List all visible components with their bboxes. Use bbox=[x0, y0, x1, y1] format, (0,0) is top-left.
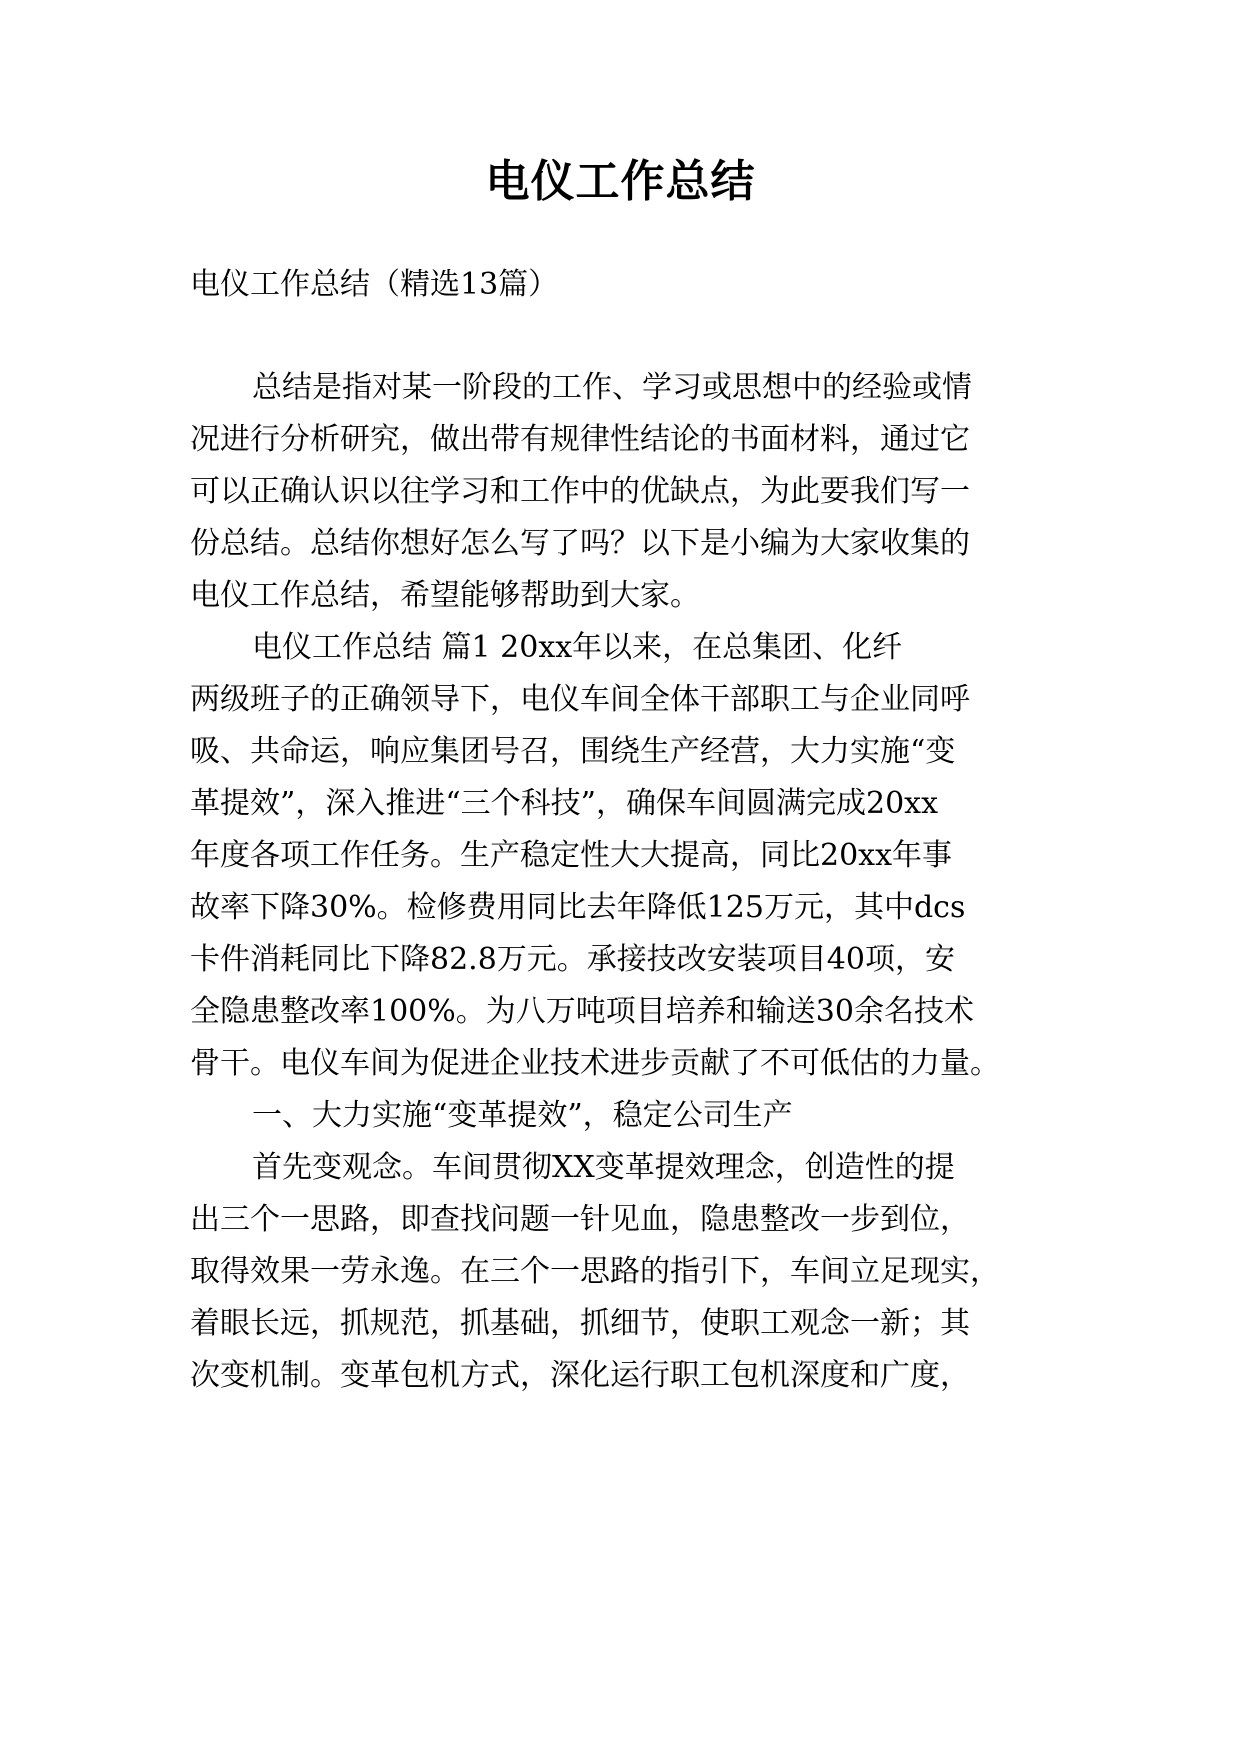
body-line: 电仪工作总结，希望能够帮助到大家。 bbox=[190, 578, 700, 613]
section-heading: 一、大力实施“变革提效”，稳定公司生产 bbox=[252, 1098, 793, 1133]
body-line: 年度各项工作任务。生产稳定性大大提高，同比20xx年事 bbox=[190, 838, 953, 873]
body-line: 次变机制。变革包机方式，深化运行职工包机深度和广度， bbox=[190, 1358, 970, 1393]
body-line: 可以正确认识以往学习和工作中的优缺点，为此要我们写一 bbox=[190, 474, 970, 509]
body-line: 出三个一思路，即查找问题一针见血，隐患整改一步到位， bbox=[190, 1202, 970, 1237]
body-line: 吸、共命运，响应集团号召，围绕生产经营，大力实施“变 bbox=[190, 734, 956, 769]
body-line: 两级班子的正确领导下，电仪车间全体干部职工与企业同呼 bbox=[190, 682, 970, 717]
body-line: 电仪工作总结 篇1 20xx年以来，在总集团、化纤 bbox=[252, 630, 903, 665]
body-line: 总结是指对某一阶段的工作、学习或思想中的经验或情 bbox=[252, 370, 972, 405]
body-line: 革提效”，深入推进“三个科技”，确保车间圆满完成20xx bbox=[190, 786, 939, 821]
body-line: 取得效果一劳永逸。在三个一思路的指引下，车间立足现实， bbox=[190, 1254, 1000, 1289]
body-line: 况进行分析研究，做出带有规律性结论的书面材料，通过它 bbox=[190, 422, 970, 457]
body-line: 首先变观念。车间贯彻XX变革提效理念，创造性的提 bbox=[252, 1150, 955, 1185]
body-line: 份总结。总结你想好怎么写了吗？以下是小编为大家收集的 bbox=[190, 526, 970, 561]
body-line: 故率下降30%。检修费用同比去年降低125万元，其中dcs bbox=[190, 890, 966, 925]
document-subtitle: 电仪工作总结（精选13篇） bbox=[190, 267, 559, 302]
body-line: 骨干。电仪车间为促进企业技术进步贡献了不可低估的力量。 bbox=[190, 1046, 1000, 1081]
body-line: 着眼长远，抓规范，抓基础，抓细节，使职工观念一新；其 bbox=[190, 1306, 970, 1341]
document-title: 电仪工作总结 bbox=[485, 156, 756, 207]
body-line: 卡件消耗同比下降82.8万元。承接技改安装项目40项，安 bbox=[190, 942, 955, 977]
body-line: 全隐患整改率100%。为八万吨项目培养和输送30余名技术 bbox=[190, 994, 974, 1029]
